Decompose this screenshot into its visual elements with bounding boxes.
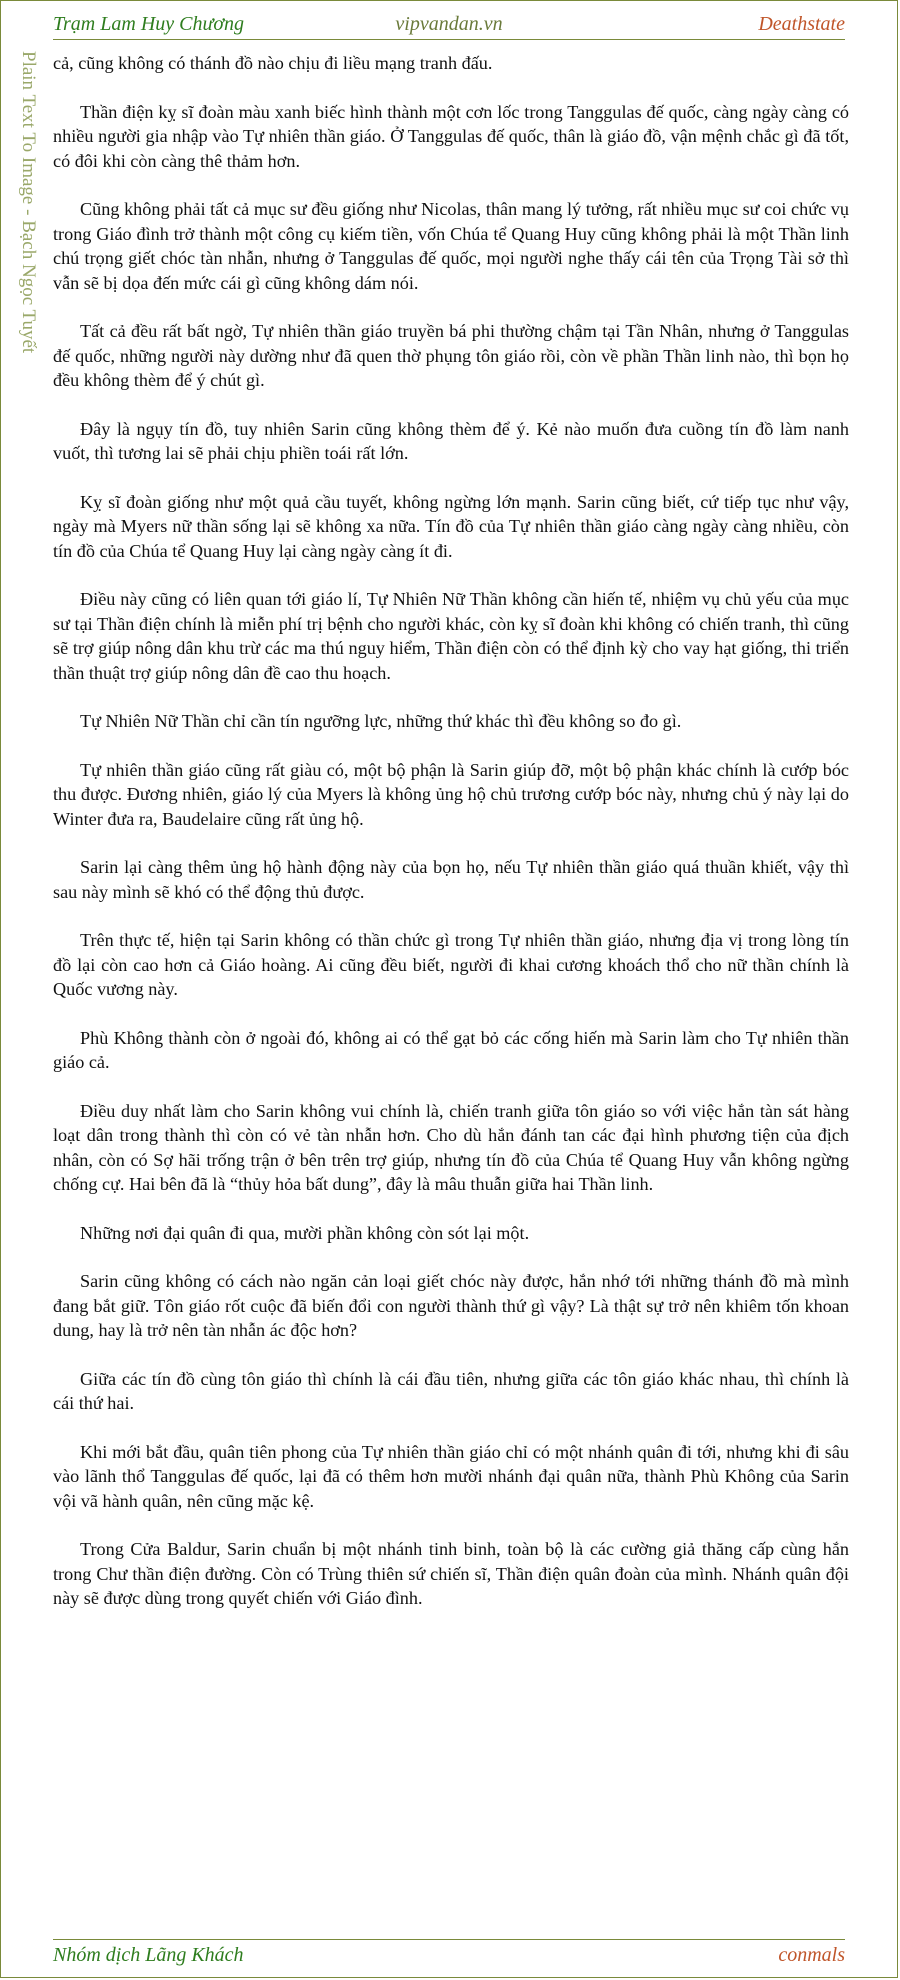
paragraph: Thần điện kỵ sĩ đoàn màu xanh biếc hình thành một cơn lốc trong Tanggulas đế quốc, càng ngày càng có nhiều người gia nhập vào Tự nhiên thần giáo. Ở Tanggulas đế quốc, thân là giáo đồ, vận mệnh chắc gì đã tốt, có đôi khi còn càng thê thảm hơn. [53, 101, 849, 171]
paragraph: Điều này cũng có liên quan tới giáo lí, Tự Nhiên Nữ Thần không cần hiến tế, nhiệm vụ chủ yếu của mục sư tại Thần điện chính là miễn phí trị bệnh cho người khác, còn kỵ sĩ đoàn khi không có chiến tranh, thì cũng sẽ trợ giúp nông dân khu trừ các ma thú nguy hiểm, Thần điện còn có thể định kỳ cho vay hạt giống, thi triển thần thuật trợ giúp nông dân đề cao thu hoạch. [53, 589, 849, 683]
header-website: vipvandan.vn [395, 12, 503, 35]
paragraph: Tự Nhiên Nữ Thần chỉ cần tín ngưỡng lực, những thứ khác thì đều không so đo gì. [80, 711, 682, 731]
side-watermark-label: Plain Text To Image - Bạch Ngọc Tuyết [18, 51, 39, 354]
paragraph: Sarin cũng không có cách nào ngăn cản loại giết chóc này được, hắn nhớ tới những thánh đồ mà mình đang bắt giữ. Tôn giáo rốt cuộc đã biến đổi con người thành thứ gì vậy? Là thật sự trở nên khiêm tốn khoan dung, hay là trở nên tàn nhẫn ác độc hơn? [53, 1271, 849, 1340]
paragraph: Phù Không thành còn ở ngoài đó, không ai có thể gạt bỏ các cống hiến mà Sarin làm cho Tự nhiên thần giáo cả. [53, 1027, 849, 1072]
paragraph: Cũng không phải tất cả mục sư đều giống như Nicolas, thân mang lý tưởng, rất nhiều mục sư coi chức vụ trong Giáo đình trở thành một công cụ kiếm tiền, vốn Chúa tể Quang Huy cũng không phải là một Thần linh chú trọng giết chóc tàn nhẫn, nhưng ở Tanggulas đế quốc, mọi người nghe thấy cái tên của Trọng Tài sở thì vẫn sẽ bị dọa đến mức cái gì cũng không dám nói. [53, 199, 849, 293]
footer-group-name: Nhóm dịch Lãng Khách [53, 1943, 244, 1966]
header-translator: Deathstate [758, 12, 845, 35]
paragraph: Tự nhiên thần giáo cũng rất giàu có, một bộ phận là Sarin giúp đỡ, một bộ phận khác chính là cướp bóc thu được. Đương nhiên, giáo lý của Myers là không ủng hộ chủ trương cướp bóc này, nhưng chủ ý này lại do Winter đưa ra, Baudelaire cũng rất ủng hộ. [53, 759, 849, 829]
page-footer [53, 1939, 845, 1970]
chapter-text [53, 51, 849, 1635]
paragraph: Trên thực tế, hiện tại Sarin không có thần chức gì trong Tự nhiên thần giáo, nhưng địa vị trong lòng tín đồ lại còn cao hơn cả Giáo hoàng. Ai cũng đều biết, người đi khai cương khoách thổ cho nữ thần chính là Quốc vương này. [53, 930, 849, 999]
footer-editor: conmals [778, 1943, 845, 1966]
page-header [53, 9, 845, 40]
paragraph: Khi mới bắt đầu, quân tiên phong của Tự nhiên thần giáo chỉ có một nhánh quân đi tới, nhưng khi đi sâu vào lãnh thổ Tanggulas đế quốc, lại đã có thêm hơn mười nhánh đại quân nữa, thành Phù Không của Sarin vội vã hành quân, nên cũng mặc kệ. [53, 1441, 849, 1511]
paragraph: Trong Cửa Baldur, Sarin chuẩn bị một nhánh tinh binh, toàn bộ là các cường giả thăng cấp cùng hắn trong Chư thần điện đường. Còn có Trùng thiên sứ chiến sĩ, Thần điện quân đoàn của mình. Nhánh quân đội này sẽ được dùng trong quyết chiến với Giáo đình. [53, 1539, 849, 1608]
paragraph: Giữa các tín đồ cùng tôn giáo thì chính là cái đầu tiên, nhưng giữa các tôn giáo khác nhau, thì chính là cái thứ hai. [53, 1368, 849, 1413]
header-site-name: Trạm Lam Huy Chương [53, 12, 245, 35]
paragraph: Tất cả đều rất bất ngờ, Tự nhiên thần giáo truyền bá phi thường chậm tại Tần Nhân, nhưng ở Tanggulas đế quốc, những người này dường như đã quen thờ phụng tôn giáo rồi, còn về phần Thần linh nào, thì bọn họ đều không thèm để ý chút gì. [53, 321, 849, 390]
paragraph: Kỵ sĩ đoàn giống như một quả cầu tuyết, không ngừng lớn mạnh. Sarin cũng biết, cứ tiếp tục như vậy, ngày mà Myers nữ thần sống lại sẽ không xa nữa. Tín đồ của Tự nhiên thần giáo càng ngày càng nhiều, còn tín đồ của Chúa tể Quang Huy lại càng ngày càng ít đi. [53, 491, 849, 561]
paragraph: Những nơi đại quân đi qua, mười phần không còn sót lại một. [80, 1222, 530, 1243]
paragraph: Đây là ngụy tín đồ, tuy nhiên Sarin cũng không thèm để ý. Kẻ nào muốn đưa cuồng tín đồ làm nanh vuốt, thì tương lai sẽ phải chịu phiền toái rất lớn. [53, 418, 849, 463]
paragraph: Điều duy nhất làm cho Sarin không vui chính là, chiến tranh giữa tôn giáo so với việc hắn tàn sát hàng loạt dân trong thành thì còn có vẻ tàn nhẫn hơn. Cho dù hắn đánh tan các đại hình phương tiện của địch nhân, còn có Sợ hãi trống trận ở bên trên trợ giúp, nhưng tín đồ của Chúa tể Quang Huy vẫn không ngừng chống cự. Hai bên đã là “thủy hỏa bất dung”, đây là mâu thuẫn giữa hai Thần linh. [53, 1100, 849, 1194]
paragraph: cả, cũng không có thánh đồ nào chịu đi liều mạng tranh đấu. [53, 53, 493, 73]
paragraph: Sarin lại càng thêm ủng hộ hành động này của bọn họ, nếu Tự nhiên thần giáo quá thuần khiết, vậy thì sau này mình sẽ khó có thể động thủ được. [53, 857, 849, 902]
